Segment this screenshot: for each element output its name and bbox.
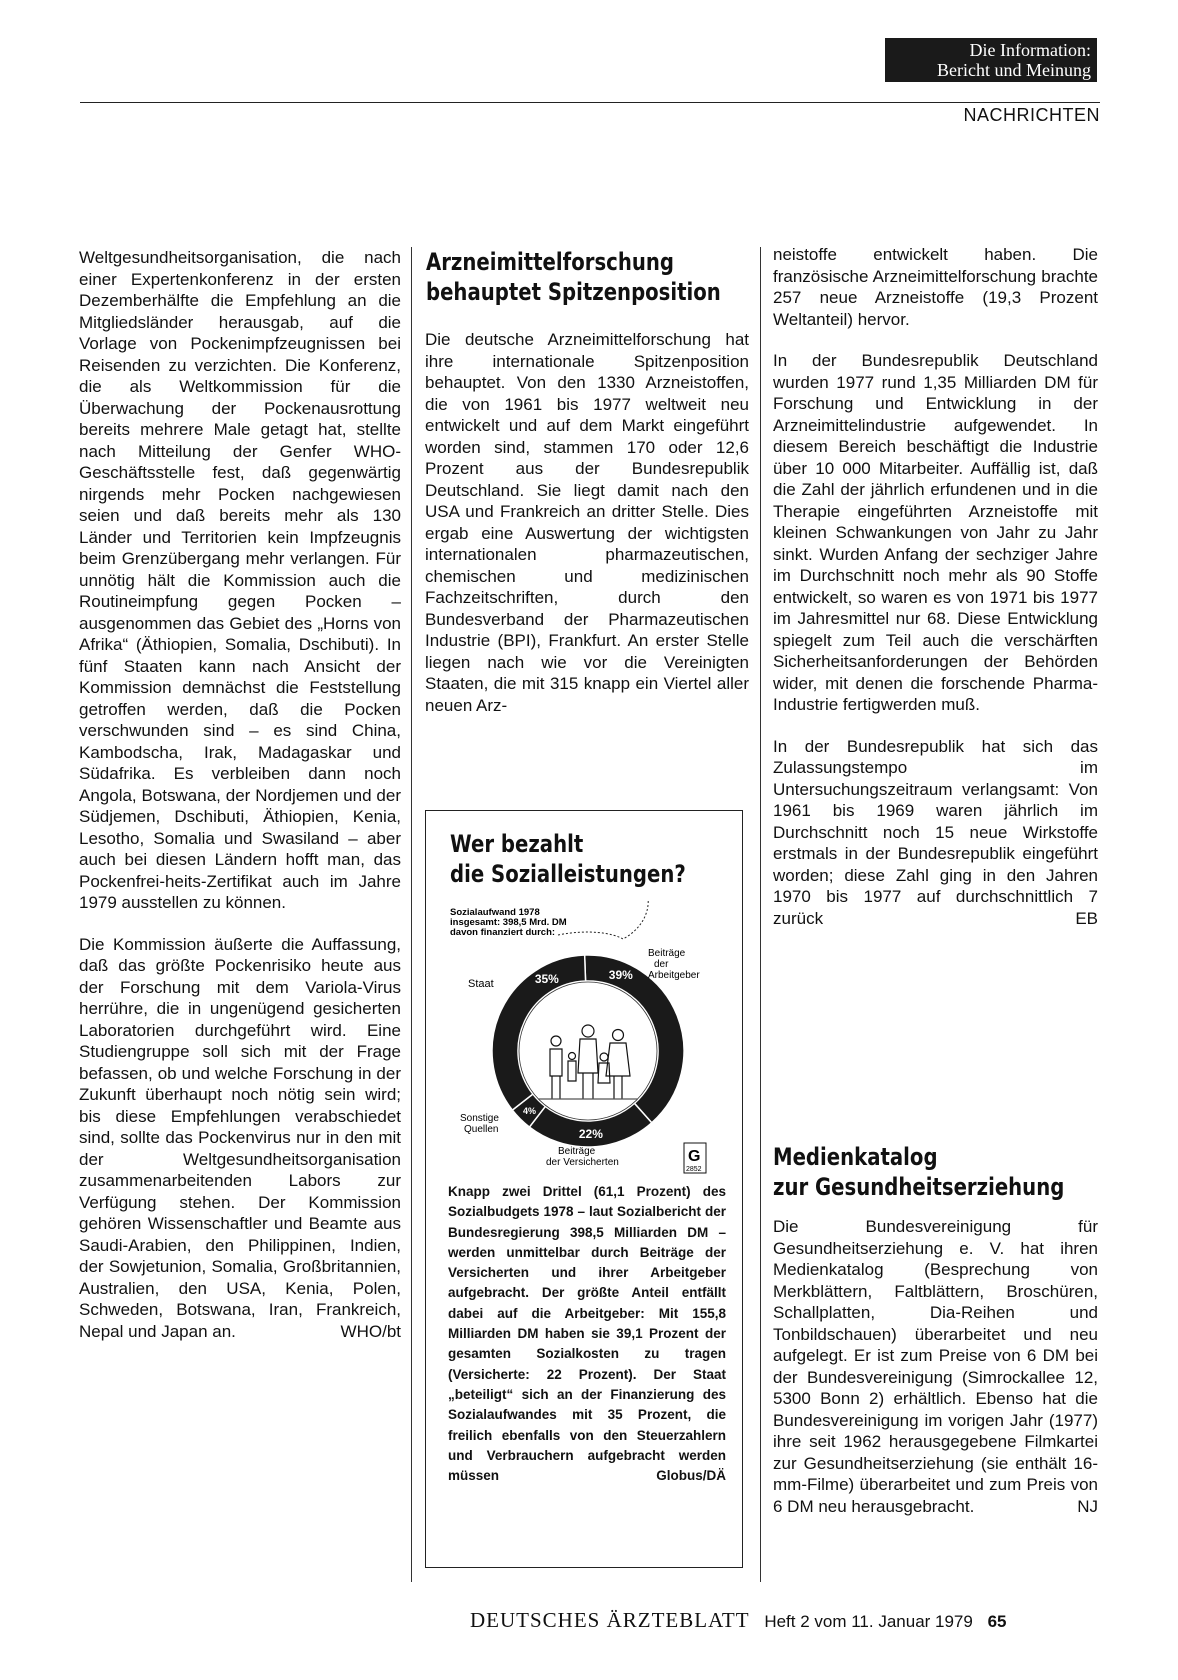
author-signature: NJ bbox=[1077, 1496, 1098, 1516]
paragraph: Weltgesundheitsorganisation, die nach einer Expertenkonferenz in der ersten Dezemberhälfte die Empfehlung an die Mitgliedsländer herausgab, auf die Vorlage von Pockenimpfzeugnissen bei Reisenden zu verzichten. Die Konferenz, die als Weltkommission für die Überwachung der Pockenausrottung bereits mehrere Male getagt hat, stellte nach Mitteilung der Genfer WHO-Geschäftsstelle fest, daß gegenwärtig nirgends mehr Pocken nachgewiesen seien und daß bereits mehr als 130 Länder und Territorien kein Impfzeugnis beim Grenzübergang mehr verlangen. Für unnötig hält die Kommission auch die Routineimpfung gegen Pocken – ausgenommen das Gebiet des „Horns von Afrika“ (Äthiopien, Somalia, Dschibuti). In fünf Staaten kann nach Ansicht der Kommission demnächst die Feststellung getroffen werden, daß die Pocken verschwunden sind – es sind China, Kambodscha, Irak, Madagaskar und Südafrika. Es verbleiben dann noch Angola, Botswana, der Nordjemen und der Südjemen, Dschibuti, Äthiopien, Kenia, Lesotho, Somalia und Swasiland – aber auch bei diesen Ländern hofft man, das Pockenfrei-heits-Zertifikat auch im Jahre 1979 ausstellen zu können. bbox=[79, 248, 401, 912]
header-rule bbox=[80, 102, 1100, 103]
author-signature: EB bbox=[1075, 908, 1098, 928]
page-footer bbox=[470, 1608, 1007, 1633]
tag-line-1: Die Information: bbox=[969, 40, 1091, 60]
column-divider bbox=[760, 247, 761, 1582]
issue-info: Heft 2 vom 11. Januar 1979 bbox=[764, 1612, 973, 1631]
column-3 bbox=[773, 244, 1098, 949]
author-signature: WHO/bt bbox=[340, 1321, 401, 1341]
headline-line: Medienkatalog bbox=[773, 1143, 938, 1171]
slice-value-label: 22% bbox=[578, 1126, 603, 1141]
slice-label-staat: Staat bbox=[468, 978, 494, 990]
slice-label-versicherte: Beiträge bbox=[558, 1146, 596, 1157]
paragraph-text: Die Bundesvereinigung für Gesundheitserziehung e. V. hat ihren Medienkatalog (Besprechung von Merkblättern, Faltblättern, Broschüren, Schallplatten, Dia-Reihen und Tonbildschauen) überarbeitet und neu aufgelegt. Er ist zum Preise von 6 DM bei der Bundesvereinigung (Simrockallee 12, 5300 Bonn 2) erhältlich. Ebenso hat die Bundesvereinigung im vorigen Jahr (1977) ihre seit 1962 herausgegebene Filmkartei zur Gesundheitserziehung (sie enthält 16-mm-Filme) überarbeitet und zum Preis von 6 DM neu herausgebracht. bbox=[773, 1217, 1098, 1516]
article-headline bbox=[773, 1142, 1064, 1202]
paragraph: neistoffe entwickelt haben. Die französische Arzneimittelforschung brachte 257 neue Arzneistoffe (19,3 Prozent Weltanteil) hervor. bbox=[773, 245, 1098, 329]
logo-letter: G bbox=[688, 1148, 701, 1165]
section-label: NACHRICHTEN bbox=[963, 105, 1100, 125]
paragraph: Die deutsche Arzneimittelforschung hat ihre internationale Spitzenposition behauptet. Von den 1330 Arzneistoffen, die von 1961 bis 1977 weltweit neu entwickelt und auf dem Markt eingeführt worden sind, stammen 170 oder 12,6 Prozent aus der Bundesrepublik Deutschland. Sie liegt damit nach den USA und Frankreich an dritter Stelle. Dies ergab eine Auswertung der wichtigsten internationalen pharmazeutischen, chemischen und medizinischen Fachzeitschriften, durch den Bundesverband der Pharmazeutischen Industrie (BPI), Frankfurt. An erster Stelle liegen nach wie vor die Vereinigten Staaten, die mit 315 knapp ein Viertel aller neuen Arz- bbox=[425, 330, 749, 715]
dotted-leader bbox=[558, 932, 623, 939]
section-tag bbox=[885, 38, 1097, 82]
slice-label-versicherte: der Versicherten bbox=[546, 1157, 619, 1168]
slice-value-label: 4% bbox=[523, 1105, 537, 1116]
column-divider bbox=[411, 247, 412, 1582]
caption-text: Knapp zwei Drittel (61,1 Prozent) des Sozialbudgets 1978 – laut Sozialbericht der Bundesregierung 398,5 Milliarden DM – werden unmittelbar durch Beiträge der Versicherten und ihrer Arbeitgeber aufgebracht. Der größte Anteil entfällt dabei auf die Arbeitgeber: Mit 155,8 Milliarden DM haben sie 39,1 Prozent der gesamten Sozialkosten zu tragen (Versicherte: 22 Prozent). Der Staat „beteiligt“ sich an der Finanzierung des Sozialaufwandes mit 35 Prozent, die freilich ebenfalls von den Steuerzahlern und Verbrauchern aufgebracht werden müssen bbox=[448, 1184, 726, 1484]
chart-note: davon finanziert durch: bbox=[450, 927, 556, 938]
box-title-line: Wer bezahlt bbox=[450, 830, 584, 858]
column-1 bbox=[79, 247, 401, 1342]
box-title-line: die Sozialleistungen? bbox=[450, 860, 686, 888]
slice-label-arbeitgeber: der bbox=[654, 959, 669, 970]
slice-label-sonstige: Sonstige bbox=[460, 1113, 499, 1124]
box-caption bbox=[448, 1182, 726, 1486]
logo-number: 2852 bbox=[686, 1166, 702, 1173]
info-box bbox=[425, 810, 743, 1568]
chart-note: Sozialaufwand 1978 bbox=[450, 907, 540, 918]
article-headline bbox=[426, 247, 721, 307]
tag-line-2: Bericht und Meinung bbox=[937, 60, 1091, 80]
pie-chart bbox=[438, 901, 730, 1176]
paragraph-text: In der Bundesrepublik hat sich das Zulassungstempo im Untersuchungszeitraum verlangsamt: Von 1961 bis 1969 waren jährlich im Durchschnitt noch 15 neue Wirkstoffe erstmals in der Bundesrepublik eingeführt worden; diese Zahl ging in den Jahren 1970 bis 1977 auf durchschnittlich 7 zurück bbox=[773, 736, 1098, 928]
slice-value-label: 35% bbox=[534, 971, 559, 986]
box-title bbox=[450, 829, 686, 889]
slice-label-sonstige: Quellen bbox=[464, 1124, 499, 1135]
caption-source: Globus/DÄ bbox=[656, 1468, 726, 1484]
slice-value-label: 39% bbox=[608, 967, 633, 982]
paragraph bbox=[773, 736, 1098, 930]
slice-label-arbeitgeber: Beiträge bbox=[648, 948, 686, 959]
dotted-leader bbox=[623, 901, 648, 939]
chart-note: insgesamt: 398,5 Mrd. DM bbox=[450, 917, 567, 928]
paragraph-text: Die Kommission äußerte die Auffassung, daß das größte Pockenrisiko heute aus der Forschung mit dem Variola-Virus herrühre, die in ungenügend gesicherten Laboratorien durchgeführt wird. Eine Studiengruppe soll sich mit der Frage befassen, ob und welche Forschung in der Zukunft überhaupt noch nötig sein wird; bis diese Empfehlungen verabschiedet sind, sollte das Pockenvirus nur in den mit der Weltgesundheitsorganisation zusammenarbeitenden Labors zur Verfügung stehen. Der Kommission gehören Wissenschaftler und Beamte aus Saudi-Arabien, den Philippinen, Indien, der Sowjetunion, Somalia, Großbritannien, Australien, den USA, Kenia, Polen, Schweden, Botswana, Iran, Frankreich, Nepal und Japan an. bbox=[79, 934, 401, 1341]
column-2 bbox=[425, 329, 749, 736]
headline-line: behauptet Spitzenposition bbox=[426, 278, 721, 306]
paragraph bbox=[773, 1216, 1098, 1517]
headline-line: zur Gesundheitserziehung bbox=[773, 1173, 1065, 1201]
journal-name: DEUTSCHES ÄRZTEBLATT bbox=[470, 1608, 750, 1632]
paragraph bbox=[79, 934, 401, 1343]
headline-line: Arzneimittelforschung bbox=[426, 248, 674, 276]
slice-label-arbeitgeber: Arbeitgeber bbox=[648, 970, 700, 981]
globus-logo bbox=[684, 1143, 706, 1173]
column-3-article bbox=[773, 1216, 1098, 1537]
paragraph: In der Bundesrepublik Deutschland wurden 1977 rund 1,35 Milliarden DM für Forschung und Entwicklung in der Arzneimittelindustrie aufgewendet. In diesem Bereich beschäftigt die Industrie über 10 000 Mitarbeiter. Auffällig ist, daß die Zahl der jährlich erfundenen und in die Therapie eingeführten Arzneistoffe mit kleinen Schwankungen von Jahr zu Jahr sinkt. Wurden Anfang der sechziger Jahre im Durchschnitt noch mehr als 90 Stoffe entwickelt, so waren es von 1971 bis 1977 im Jahresmittel nur 68. Diese Entwicklung spiegelt zum Teil auch die verschärften Sicherheitsanforderungen der Behörden wider, mit denen die forschende Pharma-Industrie fertigwerden muß. bbox=[773, 351, 1098, 714]
page-number: 65 bbox=[987, 1612, 1007, 1631]
